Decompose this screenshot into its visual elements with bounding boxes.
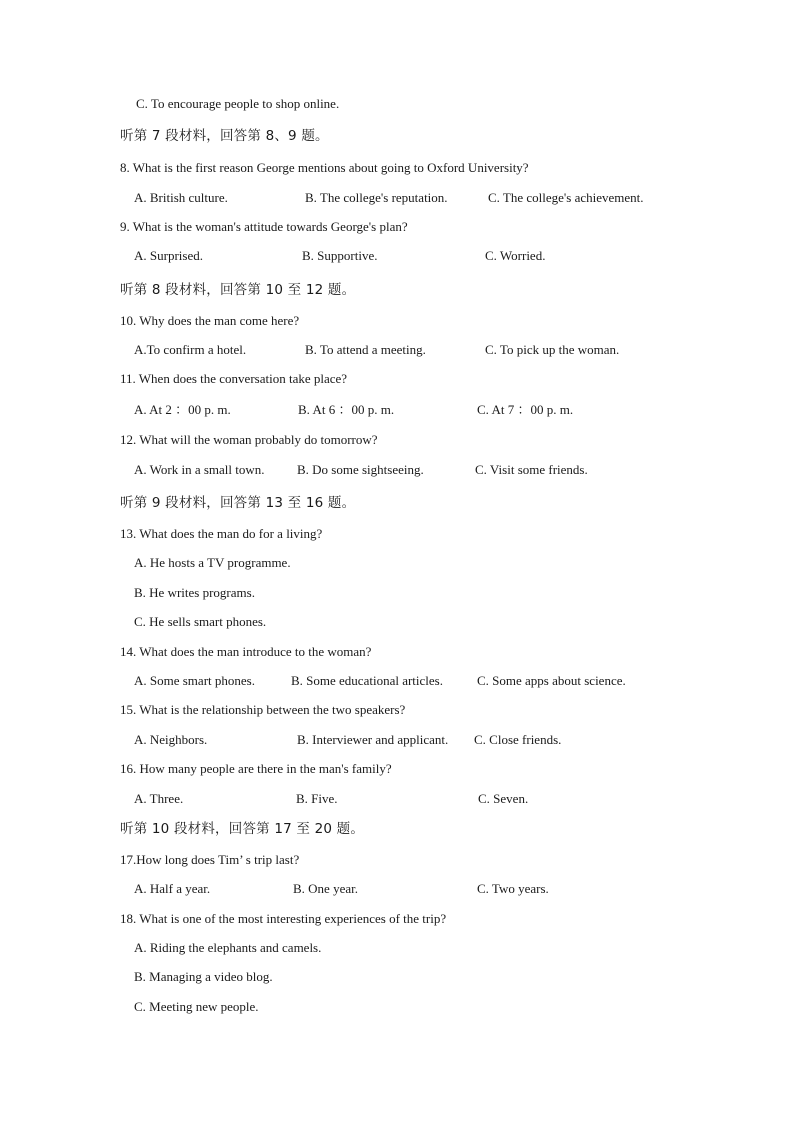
option-q18-c: C. Meeting new people.: [134, 999, 259, 1014]
option-q18-a: A. Riding the elephants and camels.: [134, 940, 322, 955]
question-11: 11. When does the conversation take place?: [120, 371, 348, 386]
option-q12-b: B. Do some sightseeing.: [297, 462, 424, 477]
option-q15-a: A. Neighbors.: [134, 732, 208, 747]
option-q17-a: A. Half a year.: [134, 881, 211, 896]
option-q14-b: B. Some educational articles.: [291, 673, 443, 688]
section-heading-10: 听第 10 段材料，回答第 17 至 20 题。: [120, 821, 365, 837]
option-q17-b: B. One year.: [293, 881, 358, 896]
question-12: 12. What will the woman probably do tomorrow?: [120, 432, 378, 447]
option-q10-b: B. To attend a meeting.: [305, 342, 426, 357]
option-q16-b: B. Five.: [296, 791, 338, 806]
option-q11-c: C. At 7 ：00 p. m.: [477, 402, 574, 417]
option-q11-a: A. At 2 ：00 p. m.: [134, 402, 231, 417]
question-16: 16. How many people are there in the man's family?: [120, 761, 392, 776]
option-q9-b: B. Supportive.: [302, 248, 378, 263]
option-q13-c: C. He sells smart phones.: [134, 614, 267, 629]
option-q12-a: A. Work in a small town.: [134, 462, 265, 477]
option-q9-a: A. Surprised.: [134, 248, 203, 263]
question-14: 14. What does the man introduce to the woman?: [120, 644, 372, 659]
question-10: 10. Why does the man come here?: [120, 313, 300, 328]
question-9: 9. What is the woman's attitude towards George's plan?: [120, 219, 408, 234]
option-q13-a: A. He hosts a TV programme.: [134, 555, 291, 570]
option-q15-b: B. Interviewer and applicant.: [297, 732, 449, 747]
option-q11-b: B. At 6 ：00 p. m.: [298, 402, 395, 417]
option-q18-b: B. Managing a video blog.: [134, 969, 273, 984]
section-heading-7: 听第 7 段材料，回答第 8、9 题。: [120, 128, 329, 144]
option-q17-c: C. Two years.: [477, 881, 549, 896]
option-q12-c: C. Visit some friends.: [475, 462, 588, 477]
option-q8-c: C. The college's achievement.: [488, 190, 644, 205]
option-q7-c: C. To encourage people to shop online.: [136, 96, 340, 111]
question-15: 15. What is the relationship between the two speakers?: [120, 702, 406, 717]
option-q14-c: C. Some apps about science.: [477, 673, 626, 688]
question-18: 18. What is one of the most interesting experiences of the trip?: [120, 911, 447, 926]
question-13: 13. What does the man do for a living?: [120, 526, 323, 541]
option-q16-c: C. Seven.: [478, 791, 529, 806]
option-q13-b: B. He writes programs.: [134, 585, 255, 600]
section-heading-9: 听第 9 段材料，回答第 13 至 16 题。: [120, 495, 356, 511]
option-q10-a: A.To confirm a hotel.: [134, 342, 247, 357]
option-q8-a: A. British culture.: [134, 190, 228, 205]
option-q10-c: C. To pick up the woman.: [485, 342, 620, 357]
question-17: 17.How long does Tim’ s trip last?: [120, 852, 300, 867]
option-q15-c: C. Close friends.: [474, 732, 562, 747]
section-heading-8: 听第 8 段材料，回答第 10 至 12 题。: [120, 282, 356, 298]
question-8: 8. What is the first reason George mentions about going to Oxford University?: [120, 160, 529, 175]
option-q14-a: A. Some smart phones.: [134, 673, 255, 688]
option-q9-c: C. Worried.: [485, 248, 546, 263]
option-q16-a: A. Three.: [134, 791, 184, 806]
option-q8-b: B. The college's reputation.: [305, 190, 448, 205]
